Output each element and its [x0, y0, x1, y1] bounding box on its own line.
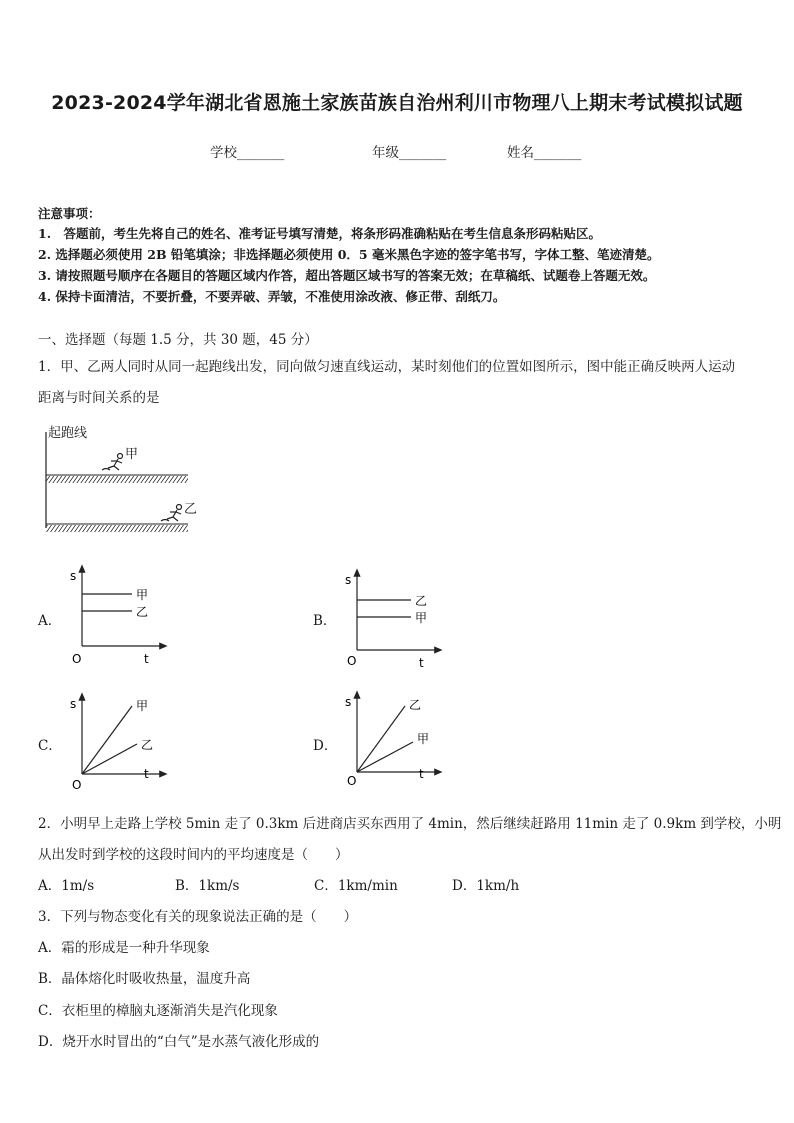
line-bottom-label: 乙: [136, 605, 149, 619]
line-steep: [357, 706, 405, 772]
question-3-option-b[interactable]: B．晶体熔化时吸收热量，温度升高: [38, 971, 251, 987]
option-b-graph: [337, 566, 447, 674]
x-axis-label: t: [419, 767, 424, 781]
line-steep-label: 乙: [409, 698, 422, 712]
section-heading: 一、选择题（每题 1.5 分，共 30 题，45 分）: [38, 332, 318, 348]
question-2-line-1: 2．小明早上走路上学校 5min 走了 0.3km 后进商店买东西用了 4min，然后继续赶路用 11min 走了 0.9km 到学校，小明: [38, 816, 782, 832]
y-axis-label: s: [345, 695, 352, 709]
line-shallow: [357, 742, 413, 772]
origin-label: O: [72, 652, 82, 666]
origin-label: O: [72, 778, 82, 792]
question-3-option-d[interactable]: D．烧开水时冒出的“白气”是水蒸气液化形成的: [38, 1034, 320, 1050]
x-axis-label: t: [144, 767, 149, 781]
grade-field: 年级_______: [372, 145, 447, 161]
option-a-graph: [62, 562, 172, 670]
line-top-label: 乙: [415, 594, 428, 608]
x-axis-label: t: [419, 656, 424, 670]
line-shallow: [82, 744, 137, 774]
page-title: 2023-2024学年湖北省恩施土家族苗族自治州利川市物理八上期末考试模拟试题: [51, 92, 743, 114]
question-2-option-b[interactable]: B．1km/s: [175, 878, 240, 894]
line-steep: [82, 706, 132, 774]
line-shallow-label: 乙: [141, 738, 154, 752]
question-2-option-c[interactable]: C．1km/min: [314, 878, 398, 894]
note-item: 2. 选择题必须使用 2B 铅笔填涂；非选择题必须使用 0．5 毫米黑色字迹的签字笔书写，字体工整、笔迹清楚。: [38, 247, 660, 262]
option-b-label[interactable]: B．: [313, 613, 337, 629]
origin-label: O: [347, 774, 357, 788]
line-top-label: 甲: [136, 588, 149, 602]
x-axis-label: t: [144, 652, 149, 666]
line-shallow-label: 甲: [417, 732, 430, 746]
option-c-label[interactable]: C．: [38, 738, 62, 754]
option-d-graph: [337, 688, 447, 796]
school-field: 学校_______: [210, 145, 285, 161]
option-a-label[interactable]: A．: [38, 613, 62, 629]
y-axis-label: s: [70, 697, 77, 711]
name-field: 姓名_______: [507, 145, 582, 161]
line-steep-label: 甲: [136, 699, 149, 713]
runner-yi-label: 乙: [184, 502, 198, 517]
question-2-option-a[interactable]: A．1m/s: [38, 878, 95, 894]
question-2-option-d[interactable]: D．1km/h: [452, 878, 520, 894]
origin-label: O: [347, 654, 357, 668]
note-item: 3. 请按照题号顺序在各题目的答题区域内作答，超出答题区域书写的答案无效；在草稿纸、试题卷上答题无效。: [38, 268, 656, 283]
note-item: 1. 答题前，考生先将自己的姓名、准考证号填写清楚，将条形码准确粘贴在考生信息条形码粘贴区。: [38, 226, 602, 241]
option-c-graph: [62, 690, 172, 798]
option-d-label[interactable]: D．: [313, 738, 338, 754]
note-item: 4. 保持卡面清洁，不要折叠，不要弄破、弄皱，不准使用涂改液、修正带、刮纸刀。: [38, 289, 506, 304]
question-2-line-2: 从出发时到学校的这段时间内的平均速度是（ ）: [38, 847, 349, 863]
question-1-line-2: 距离与时间关系的是: [38, 390, 160, 406]
y-axis-label: s: [70, 569, 77, 583]
question-1-line-1: 1．甲、乙两人同时从同一起跑线出发，同向做匀速直线运动，某时刻他们的位置如图所示，图中能正确反映两人运动: [38, 359, 736, 375]
runner-jia-label: 甲: [125, 447, 139, 462]
notes-heading: 注意事项：: [38, 206, 101, 221]
question-3-stem: 3．下列与物态变化有关的现象说法正确的是（ ）: [38, 909, 358, 925]
track-figure: [40, 420, 210, 540]
runner-yi-icon: [161, 505, 182, 522]
question-3-option-a[interactable]: A．霜的形成是一种升华现象: [38, 940, 210, 956]
line-bottom-label: 甲: [415, 611, 428, 625]
runner-jia-icon: [102, 454, 123, 471]
question-3-option-c[interactable]: C．衣柜里的樟脑丸逐渐消失是汽化现象: [38, 1003, 278, 1019]
y-axis-label: s: [345, 573, 352, 587]
start-line-label: 起跑线: [48, 426, 88, 441]
